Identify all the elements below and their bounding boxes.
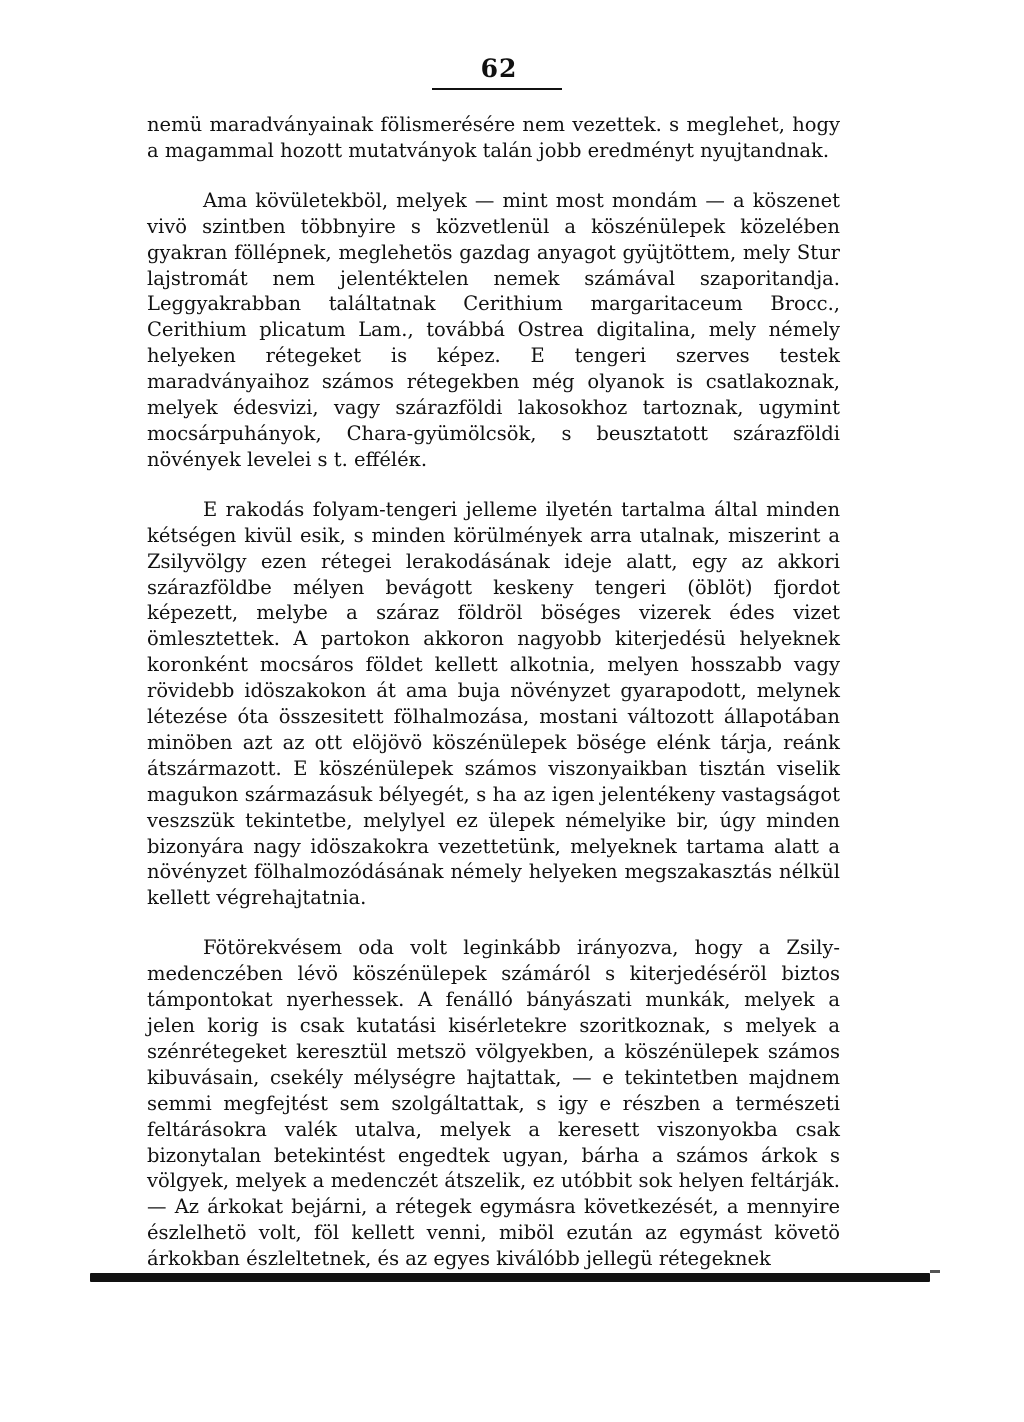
paragraph-fossils: Ama kövületekböl, melyek — mint most mondám — a köszenet vivö szintben többnyire s közvetlenül a köszénülepek közelében gyakran föllépnek, meglehetös gazdag anyagot gyüjtöttem, mely Stur lajstromát nem jelentéktelen nemek számával szaporitandja. Leggyakrabban találtatnak Cerithium margaritaceum Brocc., Cerithium plicatum Lam., továbbá Ostrea digitalina, mely némely helyeken rétegeket is képez. E tengeri szerves testek maradványaihoz számos rétegekben még olyanok is csatlakoznak, melyek édesvizi, vagy szárazföldi lakosokhoz tartoznak, ugymint mocsárpuhányok, Chara-gyümölcsök, s beusztatott szárazföldi növények levelei s t. efféléк. <box>147 188 840 471</box>
paragraph-gap <box>147 164 840 188</box>
body-text <box>147 112 840 1272</box>
page-number: 62 <box>480 54 518 83</box>
bottom-rule <box>90 1273 930 1282</box>
paragraph-continuation: nemü maradványainak fölismerésére nem vezettek. s meglehet, hogy a magammal hozott mutatványok talán jobb eredményt nyujtandnak. <box>147 113 840 162</box>
paragraph-deposition: E rakodás folyam-tengeri jelleme ilyetén tartalma által minden kétségen kivül esik, s minden körülmények arra utalnak, miszerint a Zsilyvölgy ezen rétegei lerakodásának ideje alatt, egy az akkori szárazföldbe mélyen bevágott keskeny tengeri (öblöt) fjordot képezett, melybe a száraz földröl böséges vizerek édes vizet ömlesztettek. A partokon akkoron nagyobb kiterjedésü helyeknek koronként mocsáros földet kellett alkotnia, melyen hosszabb vagy rövidebb idöszakokon át ama buja növényzet gyarapodott, melynek létezése óta összesitett fölhalmozása, mostani változott állapotában minöben azt az ott elöjövö köszénülepek bösége elénk tárja, reánk átszármazott. E köszénülepek számos viszonyaikban tisztán viselik magukon származásuk bélyegét, s ha az igen jelentékeny vastagságot veszszük tekintetbe, melylyel ez ülepek némelyike bir, úgy minden bizonyára nagy idöszakokra vezettetünk, melyeknek tartama alatt a növényzet fölhalmozódásának némely helyeken megszakasztás nélkül kellett végrehajtatnia. <box>147 497 840 910</box>
paragraph-gap <box>147 473 840 497</box>
paragraph-research-aim: Fötörekvésem oda volt leginkább irányozva, hogy a Zsily-medenczében lévö köszénülepek számáról s kiterjedéséröl biztos támpontokat nyerhessek. A fenálló bányászati munkák, melyek a jelen korig is csak kutatási kisérletekre szoritkoznak, s melyek a szénrétegeket keresztül metszö völgyekben, a köszénülepek számos kibuvásain, csekély mélységre hajtattak, — e tekintetben majdnem semmi megfejtést sem szolgáltattak, s igy e részben a természeti feltárásokra valék utalva, melyek a keresett viszonyokba csak bizonytalan betekintést engedtek ugyan, bárha a számos árkok s völgyek, melyek a medenczét átszelik, ez utóbbit sok helyen feltárják. — Az árkokat bejárni, a rétegek egymásra következését, a mennyire észlelhetö volt, föl kellett venni, miböl ezután az egymást követö árkokban észleltetnek, és az egyes kiválóbb jellegü rétegeknek <box>147 936 840 1271</box>
page-number-rule <box>432 88 562 90</box>
paragraph-gap <box>147 911 840 935</box>
bottom-rule-end <box>930 1270 940 1273</box>
